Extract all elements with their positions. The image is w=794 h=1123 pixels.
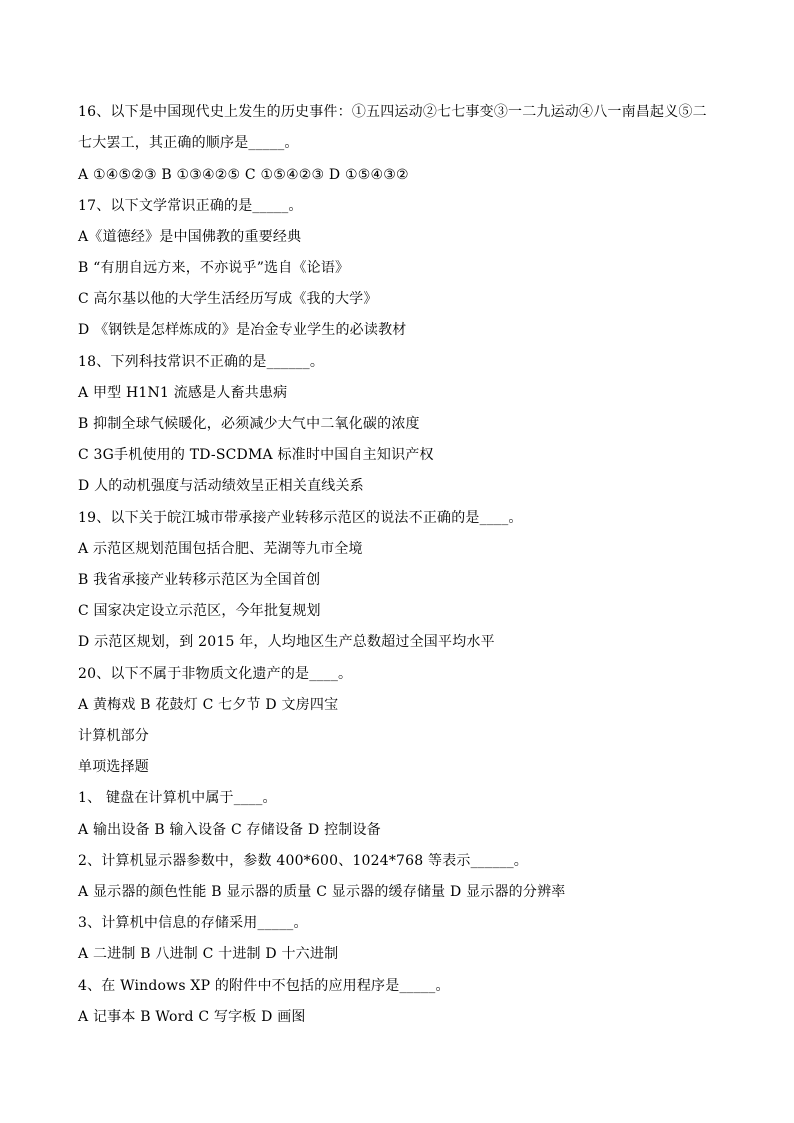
question-16-options: A ①④⑤②③ B ①③④②⑤ C ①⑤④②③ D ①⑤④③②: [78, 167, 409, 183]
question-17-option-b: B “有朋自远方来，不亦说乎”选自《论语》: [78, 260, 350, 276]
computer-question-4-stem: 4、在 Windows XP 的附件中不包括的应用程序是_____。: [78, 978, 450, 994]
question-17-stem: 17、以下文学常识正确的是_____。: [78, 198, 303, 214]
computer-question-1-options: A 输出设备 B 输入设备 C 存储设备 D 控制设备: [78, 822, 381, 838]
question-16-stem-cont: 七大罢工，其正确的顺序是_____。: [78, 135, 299, 151]
computer-question-3-options: A 二进制 B 八进制 C 十进制 D 十六进制: [78, 946, 339, 962]
question-18-option-c: C 3G手机使用的 TD-SCDMA 标准时中国自主知识产权: [78, 447, 434, 463]
question-17-option-a: A《道德经》是中国佛教的重要经典: [78, 229, 302, 245]
question-18-option-d: D 人的动机强度与活动绩效呈正相关直线关系: [78, 478, 364, 494]
computer-question-2-stem: 2、计算机显示器参数中，参数 400*600、1024*768 等表示______。: [78, 853, 529, 869]
question-19-option-c: C 国家决定设立示范区，今年批复规划: [78, 603, 321, 619]
question-20-options: A 黄梅戏 B 花鼓灯 C 七夕节 D 文房四宝: [78, 697, 339, 713]
computer-question-2-options: A 显示器的颜色性能 B 显示器的质量 C 显示器的缓存储量 D 显示器的分辨率: [78, 884, 566, 900]
question-17-option-c: C 高尔基以他的大学生活经历写成《我的大学》: [78, 291, 378, 307]
section-heading-computer: 计算机部分: [78, 728, 149, 744]
computer-question-3-stem: 3、计算机中信息的存储采用_____。: [78, 915, 308, 931]
question-17-option-d: D 《钢铁是怎样炼成的》是冶金专业学生的必读教材: [78, 322, 407, 338]
question-18-stem: 18、下列科技常识不正确的是______。: [78, 354, 325, 370]
question-19-stem: 19、以下关于皖江城市带承接产业转移示范区的说法不正确的是____。: [78, 510, 523, 526]
question-16-stem: 16、以下是中国现代史上发生的历史事件：①五四运动②七七事变③一二九运动④八一南昌起义⑤二: [78, 104, 707, 120]
computer-question-1-stem: 1、 键盘在计算机中属于____。: [78, 790, 277, 806]
question-18-option-b: B 抑制全球气候暖化，必须减少大气中二氧化碳的浓度: [78, 416, 420, 432]
computer-question-4-options: A 记事本 B Word C 写字板 D 画图: [78, 1009, 306, 1025]
question-20-stem: 20、以下不属于非物质文化遗产的是____。: [78, 666, 353, 682]
question-19-option-a: A 示范区规划范围包括合肥、芜湖等九市全境: [78, 541, 363, 557]
question-18-option-a: A 甲型 H1N1 流感是人畜共患病: [78, 385, 288, 401]
subsection-heading-single-choice: 单项选择题: [78, 759, 149, 775]
question-19-option-b: B 我省承接产业转移示范区为全国首创: [78, 572, 321, 588]
question-19-option-d: D 示范区规划，到 2015 年，人均地区生产总数超过全国平均水平: [78, 634, 495, 650]
